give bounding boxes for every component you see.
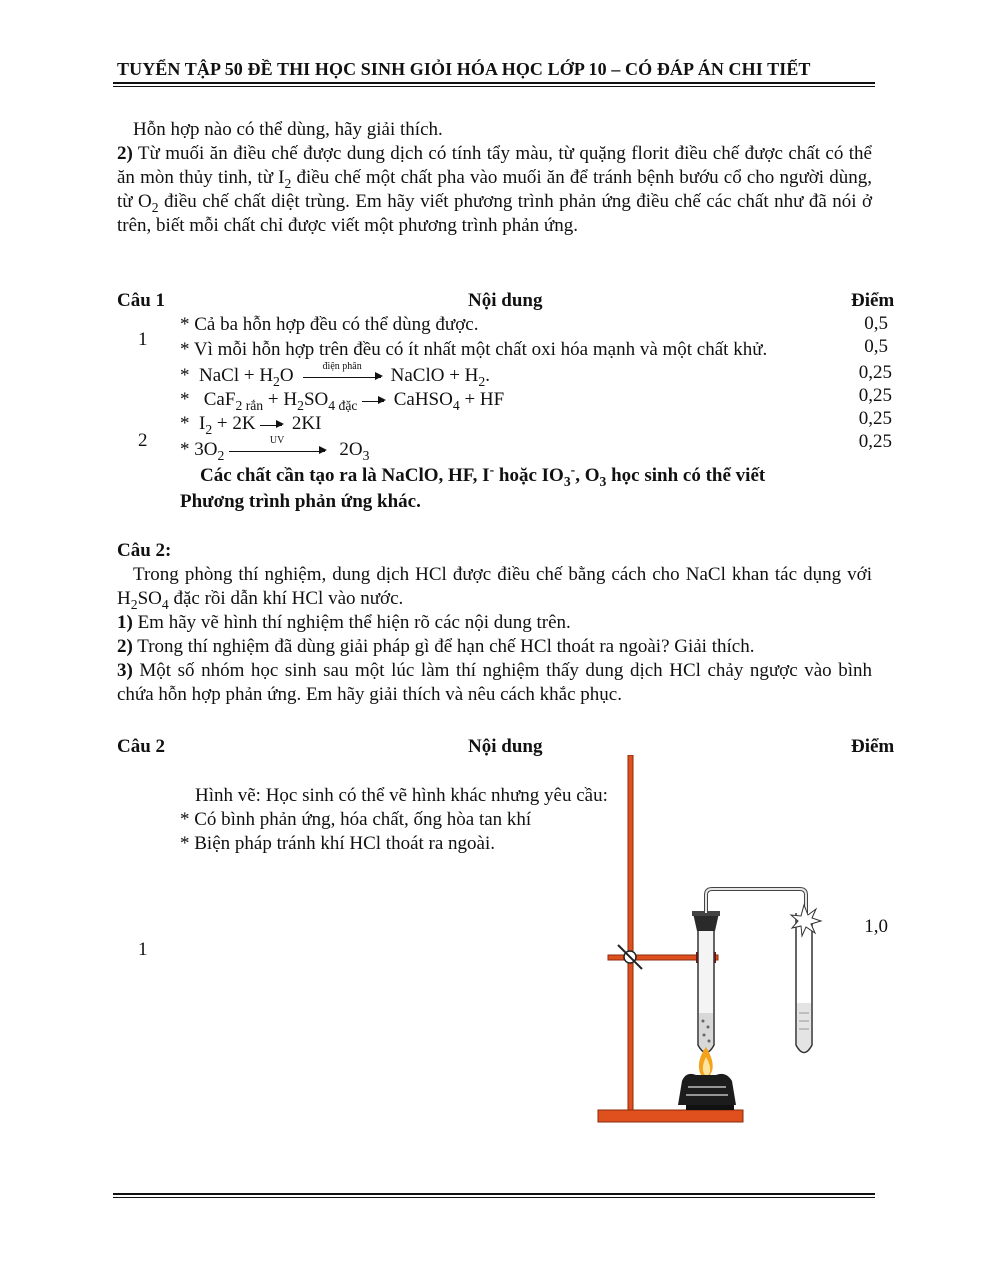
answer-line: * Cả ba hỗn hợp đều có thể dùng được. [180, 314, 479, 335]
table1-row-label: 2 [138, 430, 148, 451]
table2-row-label: 1 [138, 939, 148, 960]
table1-row-label: 1 [138, 329, 148, 350]
retort-stand-base [598, 1110, 743, 1122]
answer-line: * Vì mỗi hỗn hợp trên đều có ít nhất một chất oxi hóa mạnh và một chất khử. [180, 339, 768, 360]
table1-header-points: Điểm [851, 290, 895, 311]
header-rule [113, 82, 875, 84]
table1-header-question: Câu 1 [117, 290, 166, 311]
answer-line: * Có bình phản ứng, hóa chất, ống hòa tan khí [180, 809, 532, 830]
equation-caf2: * $CaF_{2 rắn} + H_2SO_{4 đặc}$ CaHSO$_4$ + HF [180, 389, 505, 413]
intro-line: Hỗn hợp nào có thể dùng, hãy giải thích. [133, 119, 443, 140]
question-2-part-3: 3) Một số nhóm học sinh sau một lúc làm thí nghiệm thấy dung dịch HCl chảy ngược vào bình chứa hỗn hợp phản ứng. Em hãy giải thích và nêu cách khắc phục. [117, 660, 872, 705]
equation-kI: * $I_2 + 2K$ 2KI [180, 413, 322, 437]
points-value: 0,25 [858, 362, 892, 383]
table2-header-points: Điểm [851, 736, 895, 757]
points-value: 0,5 [864, 336, 888, 357]
header-rule [113, 86, 875, 87]
question-2-title: Câu 2: [117, 540, 172, 561]
points-value: 0,25 [858, 408, 892, 429]
reaction-arrow [303, 360, 381, 379]
reaction-arrow [260, 423, 282, 427]
table1-header-content: Nội dung [468, 290, 543, 311]
answer-line: * Biện pháp tránh khí HCl thoát ra ngoài. [180, 833, 496, 854]
points-value: 0,5 [864, 313, 888, 334]
alcohol-burner [678, 1074, 736, 1105]
question-2-intro: Trong phòng thí nghiệm, dung dịch HCl được điều chế bằng cách cho NaCl khan tác dụng với $H_2SO_4$ đặc rồi dẫn khí HCl vào nước. [117, 564, 872, 612]
table2-header-question: Câu 2 [117, 736, 166, 757]
points-value: 0,25 [858, 431, 892, 452]
footer-rule [113, 1197, 875, 1198]
reaction-mixture [699, 1013, 713, 1052]
reaction-arrow [229, 434, 325, 453]
question-2-part-1: 1) Em hãy vẽ hình thí nghiệm thể hiện rõ các nội dung trên. [117, 612, 571, 633]
question-2-part-2: 2) Trong thí nghiệm đã dùng giải pháp gì để hạn chế HCl thoát ra ngoài? Giải thích. [117, 636, 755, 657]
footer-rule [113, 1193, 875, 1195]
reaction-condition: UV [269, 434, 285, 446]
points-value: 1,0 [864, 916, 888, 937]
answer-line: Hình vẽ: Học sinh có thể vẽ hình khác nhưng yêu cầu: [195, 785, 608, 806]
question-1-part-2: 2) Từ muối ăn điều chế được dung dịch có tính tẩy màu, từ quặng florit điều chế được chất có thể ăn mòn thủy tinh, từ $I_2$ điều chế một chất pha vào muối ăn để tránh bệnh bướu cổ cho người dùng, từ $O_2$ điều chế chất diệt trùng. Em hãy viết phương trình phản ứng điều chế các chất như đã nói ở trên, biết mỗi chất chỉ được viết một phương trình phản ứng. [117, 143, 872, 236]
answer-note: Các chất cần tạo ra là NaClO, HF, I- hoặc $IO_3^-$, $O_3$ học sinh có thể viết [200, 462, 766, 489]
page-header-title: TUYỂN TẬP 50 ĐỀ THI HỌC SINH GIỎI HÓA HỌC LỚP 10 – CÓ ĐÁP ÁN CHI TIẾT [117, 59, 811, 79]
equation-ozone: * $3O_2$ UV $2O_3$ [180, 434, 370, 463]
water-solution [797, 1003, 811, 1051]
table2-header-content: Nội dung [468, 736, 543, 757]
reaction-condition: điện phân [322, 360, 362, 372]
reaction-arrow [362, 399, 384, 403]
equation-nacl-electrolysis: * NaCl + $H_2O$ điện phân NaClO + $H_2$. [180, 360, 490, 389]
retort-stand-rod [628, 755, 633, 1120]
points-value: 0,25 [858, 385, 892, 406]
lab-apparatus-illustration [590, 755, 850, 1140]
delivery-tube [706, 889, 806, 1030]
answer-note: Phương trình phản ứng khác. [180, 491, 421, 512]
